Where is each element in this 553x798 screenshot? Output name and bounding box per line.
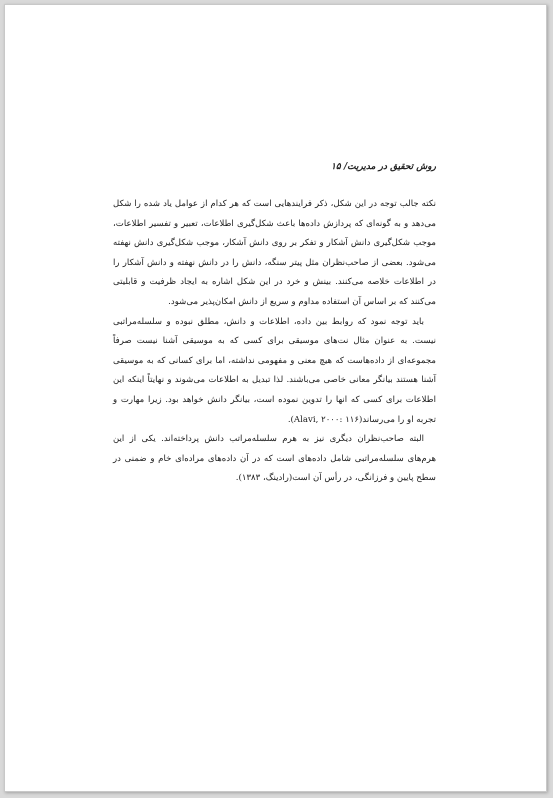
paragraph: باید توجه نمود که روابط بین داده، اطلاعات و دانش، مطلق نبوده و سلسله‌مراتبی نیست. به عنوان مثال نت‌های موسیقی برای کسی که به موسیقی آشنا نیست صرفاً مجموعه‌ای از داده‌هاست که هیچ معنی و مفهومی نداشته، اما برای کسانی که به موسیقی آشنا هستند بیانگر معانی خاصی می‌باشند. لذا تبدیل به اطلاعات می‌شوند و نهایتاً اینکه این اطلاعات برای کسی که انها را تدوین نموده است، بیانگر دانش خواهد بود. زیرا مهارت و تجربه او را می‌رساند(۱۱۶ :۲۰۰۰ ,Alavi). [113,316,436,425]
paragraph: نکته جالب توجه در این شکل، ذکر فرایندهایی است که هر کدام از عوامل یاد شده را شکل می‌دهد و به گونه‌ای که پردازش داده‌ها باعث شکل‌گیری اطلاعات، تعبیر و تفسیر اطلاعات، موجب شکل‌گیری دانش آشکار و تفکر بر روی دانش آشکار، موجب شکل‌گیری دانش نهفته می‌شود. بعضی از صاحب‌نظران مثل پیتر سنگه، دانش را در دانش نهفته و دانش آشکار را در اطلاعات خلاصه می‌کنند. بینش و خرد در این شکل اشاره به ایجاد ظرفیت و قابلیتی می‌کنند که بر اساس آن استفاده مداوم و سریع از دانش امکان‌پذیر می‌شود. [113,199,436,307]
body-text [113,195,436,489]
document-page [4,4,547,792]
running-header: روش تحقیق در مدیریت/ ۱۵ [331,162,436,172]
paragraph: البته صاحب‌نظران دیگری نیز به هرم سلسله‌مراتب دانش پرداخته‌اند. یکی از این هرم‌های سلسله‌مراتبی شامل داده‌های است که در آن داده‌های مراد‌ه‌ای خام و ضمنی در سطح پایین و فرزانگی، در رأس آن است(رادینگ، ۱۳۸۳). [113,434,436,484]
